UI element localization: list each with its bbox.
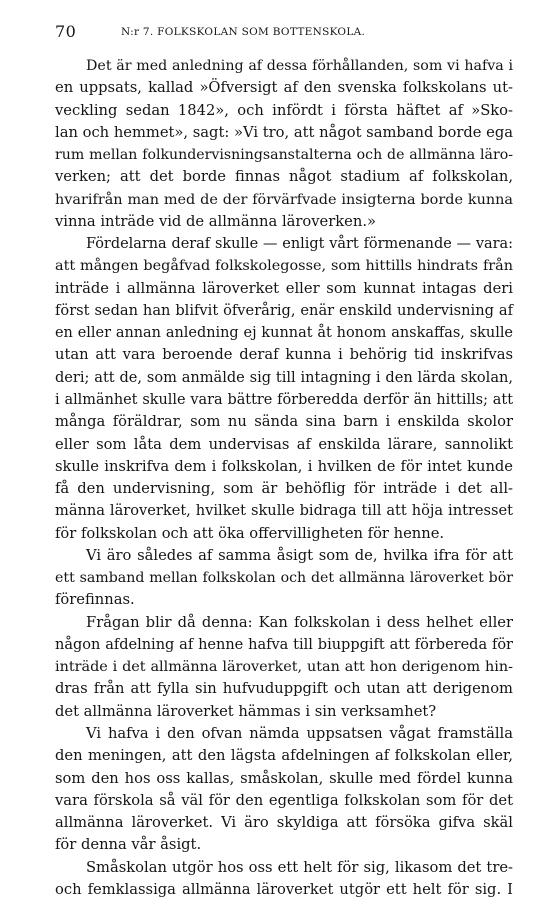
text-line: den meningen, att den lägsta afdelningen af folkskolan eller, <box>55 747 513 765</box>
text-line: rum mellan folkundervisningsanstalterna och de allmänna läro- <box>55 147 513 164</box>
text-line: inträde i det allmänna läroverket, utan att hon derigenom hin- <box>55 659 513 676</box>
text-line: dras från att fylla sin hufvuduppgift och utan att derigenom <box>55 680 513 698</box>
text-line: Fördelarna deraf skulle — enligt vårt förmenande — vara: <box>86 236 513 253</box>
text-line: och femklassiga allmänna läroverket utgör ett helt för sig. I <box>55 880 513 898</box>
text-line: Frågan blir då denna: Kan folkskolan i dess helhet eller <box>86 613 513 631</box>
text-line: verken; att det borde finnas något stadium af folkskolan, <box>55 168 513 186</box>
text-line: Det är med anledning af dessa förhållanden, som vi hafva i <box>86 58 513 74</box>
text-line: allmänna läroverket. Vi äro skyldiga att försöka gifva skäl <box>55 814 513 832</box>
text-line: först sedan han blifvit öfverårig, enär enskild undervisning af <box>55 301 513 319</box>
running-title: N:r 7. FOLKSKOLAN SOM BOTTENSKOLA. <box>121 26 366 38</box>
text-line: utan att vara beroende deraf kunna i behörig tid inskrifvas <box>55 346 513 364</box>
text-line: en eller annan anledning ej kunnat åt honom anskaffas, skulle <box>55 325 513 342</box>
text-line: vara förskola så väl för den egentliga folkskolan som för det <box>55 791 513 809</box>
text-line: någon afdelning af henne hafva till biuppgift att förbereda för <box>55 636 513 653</box>
text-line: skulle inskrifva dem i folkskolan, i hvilken de för intet kunde <box>55 457 513 475</box>
text-line: vinna inträde vid de allmänna läroverken.» <box>55 212 376 230</box>
body-text <box>55 55 513 901</box>
text-line: lan och hemmet», sagt: »Vi tro, att något samband borde ega <box>55 123 513 141</box>
text-line: för denna vår åsigt. <box>55 836 202 854</box>
book-page <box>55 22 513 901</box>
text-line: det allmänna läroverket hämmas i sin verksamhet? <box>55 702 437 720</box>
text-line: inträde i allmänna läroverket eller som kunnat intagas deri <box>55 279 513 297</box>
text-line: en uppsats, kallad »Öfversigt af den svenska folkskolans ut- <box>55 79 513 97</box>
text-line: Vi hafva i den ofvan nämda uppsatsen vågat framställa <box>86 724 513 742</box>
page-number: 70 <box>55 22 77 41</box>
text-line: som den hos oss kallas, småskolan, skulle med fördel kunna <box>55 769 513 787</box>
text-line: förefinnas. <box>55 591 135 609</box>
text-line: männa läroverket, hvilket skulle bidraga till att höja intresset <box>55 502 513 520</box>
text-line: i allmänhet skulle vara bättre förberedda derför än hittills; att <box>55 391 513 408</box>
text-line: veckling sedan 1842», och infördt i första häftet af »Sko- <box>55 101 513 119</box>
text-line: hvarifrån man med de der förvärfvade insigterna borde kunna <box>55 191 513 208</box>
text-line: Vi äro således af samma åsigt som de, hvilka ifra för att <box>86 546 513 564</box>
text-line: få den undervisning, som är behöflig för inträde i det all- <box>55 480 513 498</box>
text-line: deri; att de, som anmälde sig till intagning i den lärda skolan, <box>55 368 513 386</box>
text-line: att mången begåfvad folkskolegosse, som hittills hindrats från <box>55 258 513 275</box>
running-head <box>55 22 513 44</box>
text-line: eller som låta dem undervisas af enskilda lärare, sannolikt <box>55 435 513 453</box>
text-line: många föräldrar, som nu sända sina barn i enskilda skolor <box>55 413 513 431</box>
text-line: ett samband mellan folkskolan och det allmänna läroverket bör <box>55 570 513 587</box>
text-line: Småskolan utgör hos oss ett helt för sig, likasom det tre- <box>86 858 513 876</box>
text-line: för folkskolan och att öka offervilligheten för henne. <box>55 524 445 542</box>
